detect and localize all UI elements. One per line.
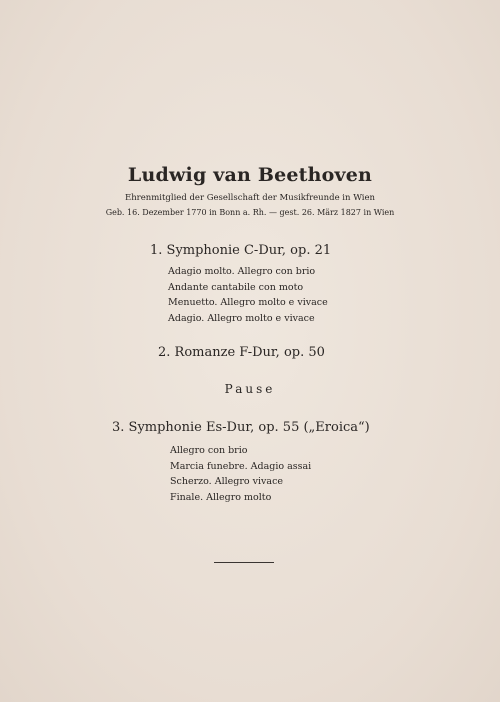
work-2-title: 2. Romanze F-Dur, op. 50	[158, 345, 325, 360]
composer-name: Ludwig van Beethoven	[127, 164, 373, 186]
work-3-movement-2: Marcia funebre. Adagio assai	[170, 461, 312, 472]
work-3-movement-3: Scherzo. Allegro vivace	[170, 476, 284, 487]
work-1-movement-2: Andante cantabile con moto	[168, 282, 304, 293]
work-1-movement-1: Adagio molto. Allegro con brio	[168, 266, 316, 277]
work-1-movement-4: Adagio. Allegro molto e vivace	[168, 313, 315, 324]
life-dates: Geb. 16. Dezember 1770 in Bonn a. Rh. — gest. 26. März 1827 in Wien	[105, 208, 395, 217]
honor-line: Ehrenmitglied der Gesellschaft der Musikfreunde in Wien	[124, 193, 376, 203]
work-1-title: 1. Symphonie C-Dur, op. 21	[150, 243, 332, 258]
closing-rule	[214, 562, 274, 563]
work-3-movement-1: Allegro con brio	[170, 445, 248, 456]
work-3-title: 3. Symphonie Es-Dur, op. 55 („Eroica“)	[112, 420, 370, 435]
work-1-movement-3: Menuetto. Allegro molto e vivace	[168, 297, 328, 308]
intermission-label: Pause	[224, 382, 276, 396]
work-3-movement-4: Finale. Allegro molto	[170, 492, 272, 503]
